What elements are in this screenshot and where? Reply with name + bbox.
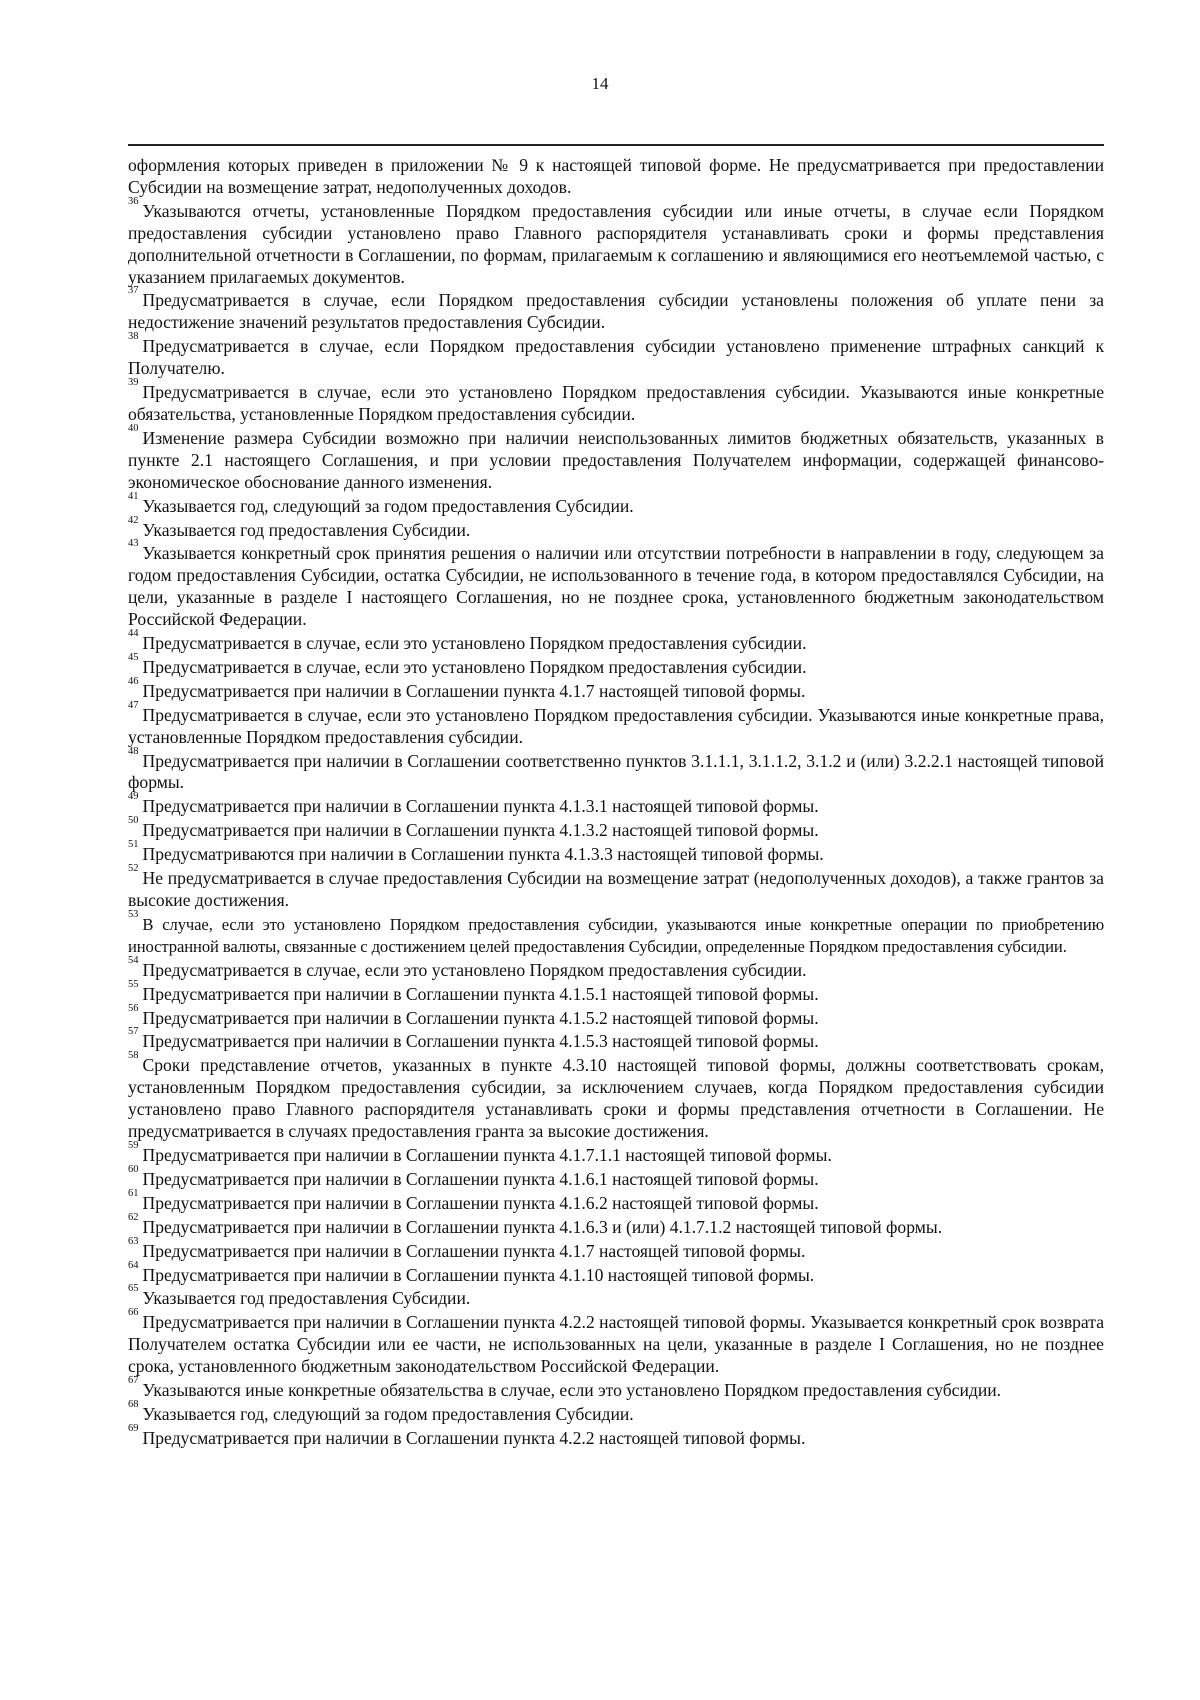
footnote-number: 50	[128, 815, 139, 827]
footnote	[128, 1211, 1104, 1239]
footnote	[128, 1398, 1104, 1426]
footnote-text: Указывается год, следующий за годом предоставления Субсидии.	[142, 1403, 634, 1424]
footnote-number: 39	[128, 377, 139, 389]
footnote-number: 66	[128, 1307, 139, 1319]
footnote-number: 59	[128, 1139, 139, 1151]
footnote-text: Предусматривается при наличии в Соглашении пункта 4.1.6.3 и (или) 4.1.7.1.2 настоящей типовой формы.	[142, 1216, 943, 1237]
footnote-number: 45	[128, 651, 139, 663]
footnotes-list	[128, 155, 1104, 1595]
footnote-number: 46	[128, 675, 139, 687]
footnote-text: Указывается год предоставления Субсидии.	[142, 1288, 471, 1309]
footnote-text: Предусматривается при наличии в Соглашении пункта 4.1.6.1 настоящей типовой формы.	[142, 1168, 819, 1189]
footnote-number: 37	[128, 285, 139, 297]
footnote	[128, 422, 1104, 494]
footnote-number: 43	[128, 538, 139, 550]
footnote	[128, 1307, 1104, 1378]
footnote	[128, 791, 1104, 818]
footnote-number: 36	[128, 195, 139, 207]
footnote	[128, 490, 1104, 518]
footnote	[128, 839, 1104, 866]
footnote	[128, 1422, 1104, 1450]
footnote	[128, 1375, 1104, 1402]
footnote	[128, 1139, 1104, 1167]
footnote	[128, 628, 1104, 655]
footnote-number: 60	[128, 1163, 139, 1175]
footnote-text: оформления которых приведен в приложении № 9 к настоящей типовой форме. Не предусматривается при предоставлении Субсидии на возмещение затрат, недополученных доходов.	[128, 155, 1104, 197]
footnote-number: 40	[128, 422, 139, 434]
footnote-text: Предусматривается в случае, если Порядком предоставления субсидии установлено применение штрафных санкций к Получателю.	[128, 336, 1104, 379]
footnote	[128, 538, 1104, 631]
footnote	[128, 675, 1104, 703]
footnote-text: Предусматривается при наличии в Соглашении пункта 4.1.6.2 настоящей типовой формы.	[142, 1192, 819, 1213]
footnote-number: 47	[128, 699, 139, 711]
footnote-text: Предусматривается в случае, если это установлено Порядком предоставления субсидии.	[142, 633, 807, 654]
footnote-number: 44	[128, 628, 139, 640]
footnote-text: Предусматривается при наличии в Соглашении пункта 4.1.3.1 настоящей типовой формы.	[142, 796, 819, 817]
footnote-number: 55	[128, 978, 139, 990]
footnote	[128, 514, 1104, 542]
footnote-text: Предусматривается при наличии в Соглашении пункта 4.1.5.3 настоящей типовой формы.	[142, 1031, 819, 1052]
footnote-number: 63	[128, 1235, 139, 1247]
footnote	[128, 285, 1104, 334]
footnote-text: Не предусматривается в случае предоставления Субсидии на возмещение затрат (недополученных доходов), а также грантов за высокие достижения.	[128, 868, 1104, 910]
footnote-number: 65	[128, 1283, 139, 1295]
footnote-text: Изменение размера Субсидии возможно при наличии неиспользованных лимитов бюджетных обязательств, указанных в пункте 2.1 настоящего Соглашения, и при условии предоставления Получателем информации, содержащей финансово-экономическое обоснование данного изменения.	[128, 427, 1104, 492]
footnote-number: 57	[128, 1026, 139, 1038]
footnote-text: Сроки представление отчетов, указанных в пункте 4.3.10 настоящей типовой формы, должны соответствовать срокам, установленным Порядком предоставления субсидии, за исключением случаев, когда Порядком предоставления субсидии установлено право Главного распорядителя устанавливать сроки и формы представления отчетности в Соглашении. Не предусматривается в случаях предоставления гранта за высокие достижения.	[128, 1055, 1104, 1142]
footnote-number: 42	[128, 514, 139, 526]
footnote-text: Предусматривается в случае, если Порядком предоставления субсидии установлены положения об уплате пени за недостижение значений результатов предоставления Субсидии.	[128, 290, 1104, 333]
footnote	[128, 954, 1104, 982]
footnote-text: Предусматривается при наличии в Соглашении соответственно пунктов 3.1.1.1, 3.1.1.2, 3.1.2 и (или) 3.2.2.1 настоящей типовой формы.	[128, 750, 1104, 793]
footnote-text: Указываются иные конкретные обязательства в случае, если это установлено Порядком предоставления субсидии.	[142, 1380, 1002, 1401]
footnote-number: 49	[128, 791, 139, 803]
footnote-number: 68	[128, 1398, 139, 1410]
footnote	[128, 1283, 1104, 1310]
footnote	[128, 1163, 1104, 1191]
footnote-text: В случае, если это установлено Порядком предоставления субсидии, указываются иные конкретные операции по приобретению иностранной валюты, связанные с достижением целей предоставления Субсидии, определенные Порядком предоставления субсидии.	[128, 914, 1104, 956]
footnote	[128, 699, 1104, 749]
footnote-text: Указывается год, следующий за годом предоставления Субсидии.	[142, 495, 634, 516]
footnote	[128, 745, 1104, 795]
footnote-text: Указывается конкретный срок принятия решения о наличии или отсутствии потребности в направлении в году, следующем за годом предоставления Субсидии, остатка Субсидии, не использованного в течение года, в котором предоставлялся Субсидии, на цели, указанные в разделе I настоящего Соглашения, но не позднее срока, установленного бюджетным законодательством Российской Федерации.	[128, 543, 1104, 630]
footnote-number: 62	[128, 1211, 139, 1223]
footnote	[128, 1187, 1104, 1215]
footnote-text: Предусматривается при наличии в Соглашении пункта 4.1.5.1 настоящей типовой формы.	[142, 983, 819, 1004]
footnote-number: 51	[128, 839, 139, 851]
footnote-text: Предусматривается при наличии в Соглашении пункта 4.1.10 настоящей типовой формы.	[142, 1264, 815, 1285]
footnote	[128, 815, 1104, 842]
footnote-text: Предусматривается при наличии в Соглашении пункта 4.2.2 настоящей типовой формы. Указывается конкретный срок возврата Получателем остатка Субсидии или ее части, не использованных на цели, указанные в разделе I Соглашения, но не позднее срока, установленного бюджетным законодательством Российской Федерации.	[128, 1312, 1104, 1377]
footnote-separator	[128, 144, 1104, 146]
footnote-text: Предусматривается при наличии в Соглашении пункта 4.1.7.1.1 настоящей типовой формы.	[142, 1144, 832, 1165]
footnote-text: Предусматривается в случае, если это установлено Порядком предоставления субсидии. Указываются иные конкретные права, установленные Порядком предоставления субсидии.	[128, 704, 1104, 747]
footnote-number: 69	[128, 1422, 139, 1434]
footnote	[128, 1002, 1104, 1030]
footnote-text: Указываются отчеты, установленные Порядком предоставления субсидии или иные отчеты, в случае если Порядком предоставления субсидии установлено право Главного распорядителя устанавливать сроки и формы представления дополнительной отчетности в Соглашении, по формам, прилагаемым к соглашению и являющимися его неотъемлемой частью, с указанием прилагаемых документов.	[128, 200, 1104, 287]
footnote	[128, 1235, 1104, 1263]
footnote-text: Предусматривается при наличии в Соглашении пункта 4.2.2 настоящей типовой формы.	[142, 1427, 806, 1448]
footnote	[128, 331, 1104, 380]
footnote	[128, 978, 1104, 1006]
footnote-text: Предусматривается при наличии в Соглашении пункта 4.1.7 настоящей типовой формы.	[142, 1240, 806, 1261]
footnote	[128, 155, 1104, 199]
footnote	[128, 908, 1104, 958]
footnote	[128, 1026, 1104, 1053]
footnote-number: 58	[128, 1050, 139, 1062]
footnote-number: 56	[128, 1002, 139, 1014]
footnote-number: 41	[128, 490, 139, 502]
footnote	[128, 377, 1104, 426]
footnote-text: Предусматривается в случае, если это установлено Порядком предоставления субсидии.	[142, 959, 807, 980]
footnote	[128, 1050, 1104, 1143]
footnote-text: Предусматривается при наличии в Соглашении пункта 4.1.3.2 настоящей типовой формы.	[142, 820, 819, 841]
footnote-number: 67	[128, 1375, 139, 1387]
footnote-text: Предусматривается при наличии в Соглашении пункта 4.1.5.2 настоящей типовой формы.	[142, 1007, 819, 1028]
page-number: 14	[591, 74, 609, 93]
footnote-text: Предусматриваются при наличии в Соглашении пункта 4.1.3.3 настоящей типовой формы.	[142, 844, 824, 865]
footnote-number: 54	[128, 954, 139, 966]
footnote-number: 61	[128, 1187, 139, 1199]
footnote-text: Указывается год предоставления Субсидии.	[142, 519, 471, 540]
footnote-text: Предусматривается в случае, если это установлено Порядком предоставления субсидии.	[142, 656, 807, 677]
footnote	[128, 1259, 1104, 1287]
footnote-number: 38	[128, 331, 139, 343]
footnote	[128, 651, 1104, 679]
footnote-text: Предусматривается при наличии в Соглашении пункта 4.1.7 настоящей типовой формы.	[142, 680, 806, 701]
footnote-number: 52	[128, 863, 139, 875]
footnote	[128, 195, 1104, 289]
footnote	[128, 863, 1104, 912]
footnote-number: 53	[128, 908, 139, 920]
footnote-number: 64	[128, 1259, 139, 1271]
footnote-number: 48	[128, 745, 139, 757]
footnote-text: Предусматривается в случае, если это установлено Порядком предоставления субсидии. Указываются иные конкретные обязательства, установленные Порядком предоставления субсидии.	[128, 382, 1104, 424]
